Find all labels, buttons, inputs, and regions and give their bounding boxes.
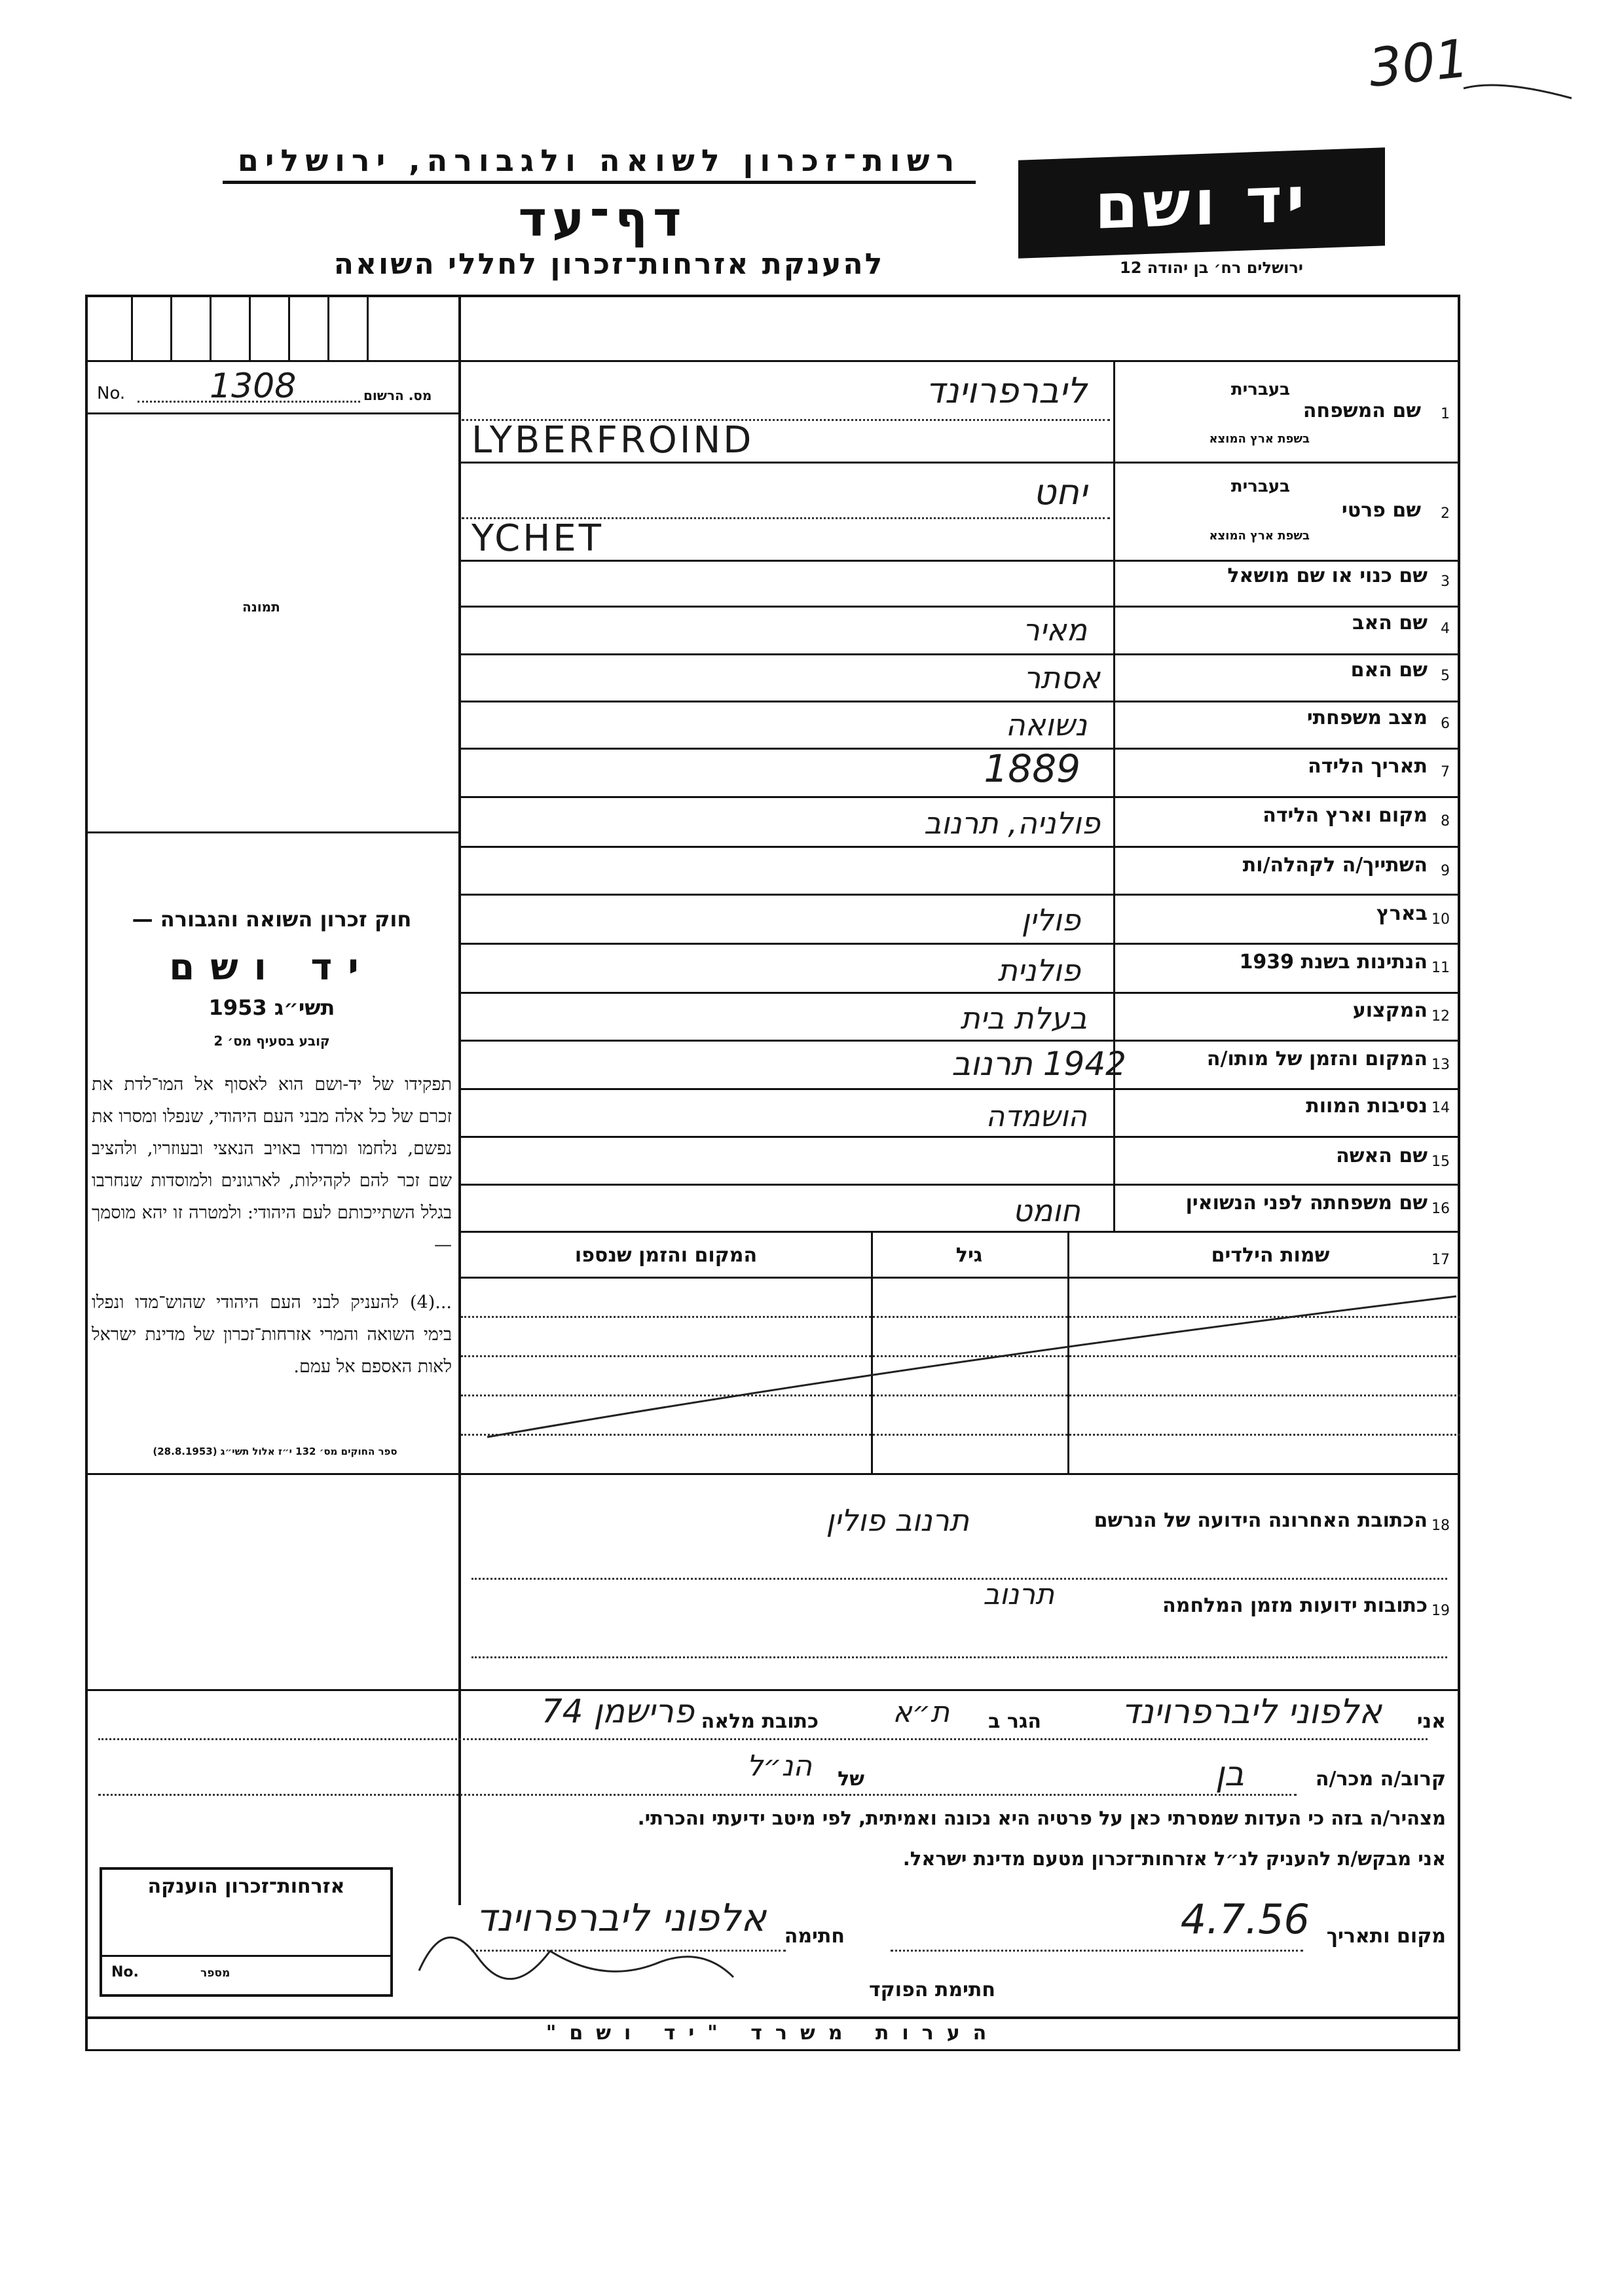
mother-name: אסתר [1024,660,1100,695]
birth-date: 1889 [984,746,1080,791]
yad-vashem-logo [1018,147,1385,259]
photo-label: תמונה [242,599,280,615]
death-circumstances: הושמדה [986,1100,1087,1133]
stamp-box-number-label: מספר [200,1967,231,1980]
marital-status: נשואה [1005,707,1087,742]
field-4-num: 4 [1441,621,1450,637]
first-name-local: YCHET [471,517,604,560]
field-11-num: 11 [1431,960,1450,976]
field-6-label: מצב משפחתי [1306,706,1428,729]
field-18-num: 18 [1431,1518,1450,1534]
last-address: תרנוב פולין [826,1503,969,1538]
registration-label: מס. הרשום [363,388,432,403]
law-name: יד ושם [169,946,375,989]
authority-title: רשות־זכרון לשואה ולגבורה, ירושלים [223,143,976,184]
field-13-num: 13 [1431,1057,1450,1073]
citizenship-stamp-box [100,1867,393,1997]
field-7-num: 7 [1441,764,1450,780]
children-col-place: המקום והזמן שנספו [574,1244,758,1267]
field-5-label: שם האם [1350,659,1428,682]
maiden-name: חומט [1012,1193,1080,1228]
declaration-divider [85,1689,1460,1691]
decl-relation: בן [1215,1755,1244,1794]
logo-text: יד ושם [1094,162,1309,244]
decl-date-value: 4.7.56 [1180,1895,1310,1943]
label-column-divider [1113,360,1115,1231]
stamp-box-no-label: No. [111,1964,139,1980]
field-10-label: בארץ [1376,902,1428,925]
decl-request: אני מבקש/ת להעניק לנ״ל אזרחות־זכרון מטעם מדינת ישראל. [902,1848,1446,1870]
field-6-num: 6 [1441,716,1450,732]
children-col-names: שמות הילדים [1211,1244,1330,1267]
field-9-label: השתייך/ה לקהלה/ות [1242,854,1428,877]
left-column-divider [458,295,461,1905]
field-10-num: 10 [1431,911,1450,928]
field-1-sub-local: בשפת ארץ המוצא [1209,432,1310,446]
law-text-2: ...(4) להעניק לבני העם היהודי שהוש־מדו ונפלו בימי השואה והמרי אזרחות־זכרון של מדינת ישראל לאות האספם אל עמם. [92,1292,452,1377]
decl-relative: קרוב/ה מכר/ה [1315,1768,1446,1791]
law-footnote: ספר החוקים מס׳ 132 י״ז אלול תשי״ג (28.8.1953) [153,1446,397,1457]
field-2-num: 2 [1441,505,1450,522]
field-19-label: כתובות ידועות מזמן המלחמה [1162,1594,1428,1617]
decl-officer: חתימת הפוקד [869,1978,995,2001]
law-text-1: תפקידו של יד-ושם הוא לאסוף אל המו־לדת את זכרם של כל אלה מבני העם היהודי, שנפלו ומסרו את נפשם, נלחמו ומרדו באויב הנאצי ובעוזריו, ולהציב שם זכר להם לקהילות, לארגונים ולמוסדות שנחרבו בגלל השתייכותם לעם היהודי: ולמטרה זו יהא מוסמך — [92,1074,452,1255]
frame-right [1458,295,1460,2049]
birth-place: פולניה, תרנוב [923,805,1100,841]
footer-notes: הערות משרד "יד ושם" [545,2022,1000,2045]
law-clause: קובע בסעיף מס׳ 2 [213,1033,330,1049]
children-strike-line [461,1283,1460,1447]
field-11-label: הנתינות בשנת 1939 [1239,951,1428,974]
field-14-label: נסיבות המוות [1306,1095,1428,1118]
field-12-num: 12 [1431,1008,1450,1025]
form-subtitle: להענקת אזרחות־זכרון לחללי השואה [333,247,885,281]
field-4-label: שם האב [1352,611,1428,634]
father-name: מאיר [1022,612,1087,647]
form-title: דף־עד [518,191,687,247]
first-name-hebrew: יחט [1033,471,1087,513]
law-year: תשי״ג 1953 [208,995,335,1020]
decl-resides: הגר ב [988,1710,1041,1733]
frame-top [85,295,1460,297]
field-15-num: 15 [1431,1154,1450,1170]
nationality-1939: פולנית [997,953,1080,988]
children-col-age: גיל [955,1244,983,1267]
death-place-time: 1942 תרנוב [951,1045,1126,1083]
field-3-label: שם כנוי או שם מושאל [1227,564,1428,587]
field-18-label: הכתובת האחרונה הידועה של הנרשם [1094,1509,1428,1532]
law-title: חוק זכרון השואה והגבורה — [132,907,412,932]
decl-place-date: מקום ותאריך [1326,1925,1446,1948]
corner-scribble [1460,52,1578,105]
field-16-num: 16 [1431,1201,1450,1217]
country: פולין [1021,902,1080,938]
decl-of-value: הנ״ל [747,1749,812,1783]
field-16-label: שם משפחתה לפני הנשואין [1185,1192,1428,1214]
family-name-hebrew: ליברפרוינד [925,370,1087,411]
profession: בעלת בית [960,1000,1087,1036]
wartime-address: תרנוב [983,1578,1054,1611]
field-1-label: שם המשפחה [1302,399,1421,422]
decl-signature-label: חתימה [784,1925,845,1948]
field-1-num: 1 [1441,406,1450,422]
field-19-num: 19 [1431,1603,1450,1619]
field-7-label: תאריך הלידה [1308,755,1428,778]
field-15-label: שם האשה [1336,1144,1428,1167]
field-9-num: 9 [1441,863,1450,879]
field-17-num: 17 [1431,1252,1450,1268]
signature-scribble [406,1892,747,1997]
registration-number: 1308 [210,367,297,406]
decl-name: אלפוני ליברפרוינד [1121,1692,1382,1732]
field-5-num: 5 [1441,668,1450,684]
family-name-local: LYBERFROIND [471,419,754,462]
field-1-sub-hebrew: בעברית [1230,380,1290,399]
field-14-num: 14 [1431,1100,1450,1116]
field-2-sub-hebrew: בעברית [1230,477,1290,496]
field-2-sub-local: בשפת ארץ המוצא [1209,529,1310,543]
field-13-label: המקום והזמן של מותו/ה [1206,1048,1428,1070]
frame-left [85,295,88,2049]
decl-ani: אני [1416,1710,1446,1733]
field-8-label: מקום וארץ הלידה [1263,804,1428,827]
decl-full-address: כתובת מלאה [701,1710,819,1733]
field-8-num: 8 [1441,813,1450,829]
field-3-num: 3 [1441,574,1450,590]
decl-address: פרישמן 74 [541,1692,694,1730]
stamp-box-title: אזרחות־זכרון הוענקה [147,1875,345,1898]
decl-statement: מצהיר/ה בזה כי העדות שמסרתי כאן על פרטיה היא נכונה ואמיתית, לפי מיטב ידיעתי והכרתי. [637,1807,1446,1829]
field-2-label: שם פרטי [1341,499,1421,522]
corner-number: 301 [1365,27,1472,99]
decl-of: של [838,1768,864,1791]
field-12-label: המקצוע [1352,999,1428,1022]
decl-signature: אלפוני ליברפרוינד [475,1895,766,1940]
decl-city: ת״א [893,1696,950,1729]
registration-no-label: No. [97,384,126,403]
logo-address: ירושלים רח׳ בן יהודה 12 [1120,259,1303,277]
